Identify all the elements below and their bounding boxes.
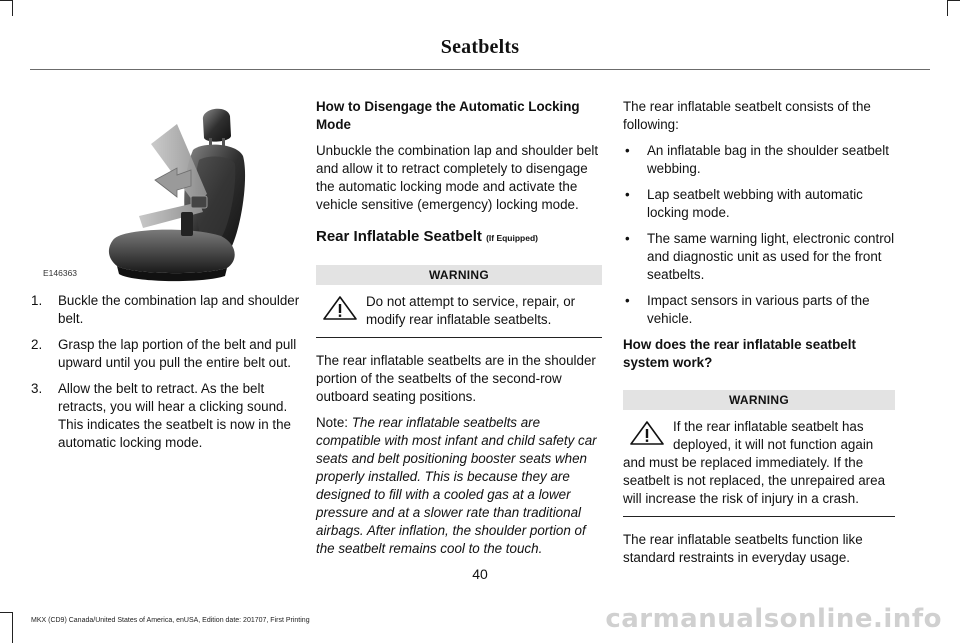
section-heading xyxy=(316,228,602,247)
step-number: 2. xyxy=(31,337,43,352)
list-item xyxy=(31,380,306,452)
section-title: Rear Inflatable Seatbelt xyxy=(316,228,482,245)
bullet-icon: • xyxy=(625,293,630,308)
list-item xyxy=(31,292,306,328)
page-title: Seatbelts xyxy=(440,36,520,58)
warning-body xyxy=(316,285,602,338)
step-number: 3. xyxy=(31,381,43,396)
steps-list xyxy=(31,292,306,452)
list-item xyxy=(623,230,895,284)
crop-mark xyxy=(12,613,13,643)
crop-mark xyxy=(12,0,13,16)
seat-illustration xyxy=(31,98,306,284)
seat-with-seatbelt-image xyxy=(31,98,306,284)
left-column xyxy=(31,98,306,460)
bullet-text: The same warning light, electronic control and diagnostic unit as used for the front seatbelts. xyxy=(647,231,895,282)
note-text: The rear inflatable seatbelts are compatible with most infant and child safety car seats and belt positioning booster seats when properly installed. This is because they are designed to fill with a cooled gas at a lower pressure and at a slower rate than traditional airbags. After inflation, the shoulder portion of the seatbelt remains cool to the touch. xyxy=(316,415,597,556)
subheading: How does the rear inflatable seatbelt system work? xyxy=(623,337,856,370)
note-label: Note: xyxy=(316,415,349,430)
bullet-icon: • xyxy=(625,143,630,158)
watermark: carmanualsonline.info xyxy=(605,604,942,634)
paragraph: The rear inflatable seatbelts are in the shoulder portion of the seatbelts of the second-row outboard seating positions. xyxy=(316,353,596,404)
warning-box xyxy=(316,265,602,338)
bullet-text: Impact sensors in various parts of the vehicle. xyxy=(647,293,870,326)
section-qualifier: (If Equipped) xyxy=(486,233,538,243)
paragraph: Unbuckle the combination lap and shoulder belt and allow it to retract completely to disengage the automatic locking mode and activate the vehicle sensitive (emergency) locking mode. xyxy=(316,143,599,212)
page-number: 40 xyxy=(472,566,488,582)
footer-text: MKX (CD9) Canada/United States of America, enUSA, Edition date: 201707, First Printing xyxy=(31,617,310,624)
step-number: 1. xyxy=(31,293,43,308)
warning-text: If the rear inflatable seatbelt has deployed, it will not function again and must be replaced immediately. If the seatbelt is not replaced, the unrepaired area will increase the risk of injury in a crash. xyxy=(623,419,886,506)
right-column xyxy=(623,98,895,575)
list-item xyxy=(623,292,895,328)
list-item xyxy=(623,142,895,178)
bullet-icon: • xyxy=(625,231,630,246)
crop-mark xyxy=(0,612,13,613)
bullet-text: An inflatable bag in the shoulder seatbelt webbing. xyxy=(647,143,889,176)
warning-box xyxy=(623,390,895,517)
list-item xyxy=(623,186,895,222)
warning-label: WARNING xyxy=(623,390,895,410)
bullet-list xyxy=(623,142,895,328)
step-text: Allow the belt to retract. As the belt retracts, you will hear a clicking sound. This indicates the seatbelt is now in the automatic locking mode. xyxy=(58,381,291,450)
subheading: How to Disengage the Automatic Locking Mode xyxy=(316,99,580,132)
middle-column xyxy=(316,98,602,566)
warning-label: WARNING xyxy=(316,265,602,285)
crop-mark xyxy=(947,0,960,1)
warning-triangle-icon xyxy=(629,420,665,446)
list-item xyxy=(31,336,306,372)
warning-triangle-icon xyxy=(322,295,358,321)
crop-mark xyxy=(947,0,948,16)
note xyxy=(316,414,602,558)
header-rule xyxy=(30,69,930,70)
warning-body xyxy=(623,410,895,517)
paragraph: The rear inflatable seatbelts function like standard restraints in everyday usage. xyxy=(623,532,863,565)
warning-text: Do not attempt to service, repair, or modify rear inflatable seatbelts. xyxy=(366,294,576,327)
figure-id: E146363 xyxy=(43,268,78,278)
bullet-icon: • xyxy=(625,187,630,202)
step-text: Grasp the lap portion of the belt and pull upward until you pull the entire belt out. xyxy=(58,337,297,370)
paragraph: The rear inflatable seatbelt consists of the following: xyxy=(623,99,871,132)
bullet-text: Lap seatbelt webbing with automatic locking mode. xyxy=(647,187,863,220)
step-text: Buckle the combination lap and shoulder belt. xyxy=(58,293,300,326)
